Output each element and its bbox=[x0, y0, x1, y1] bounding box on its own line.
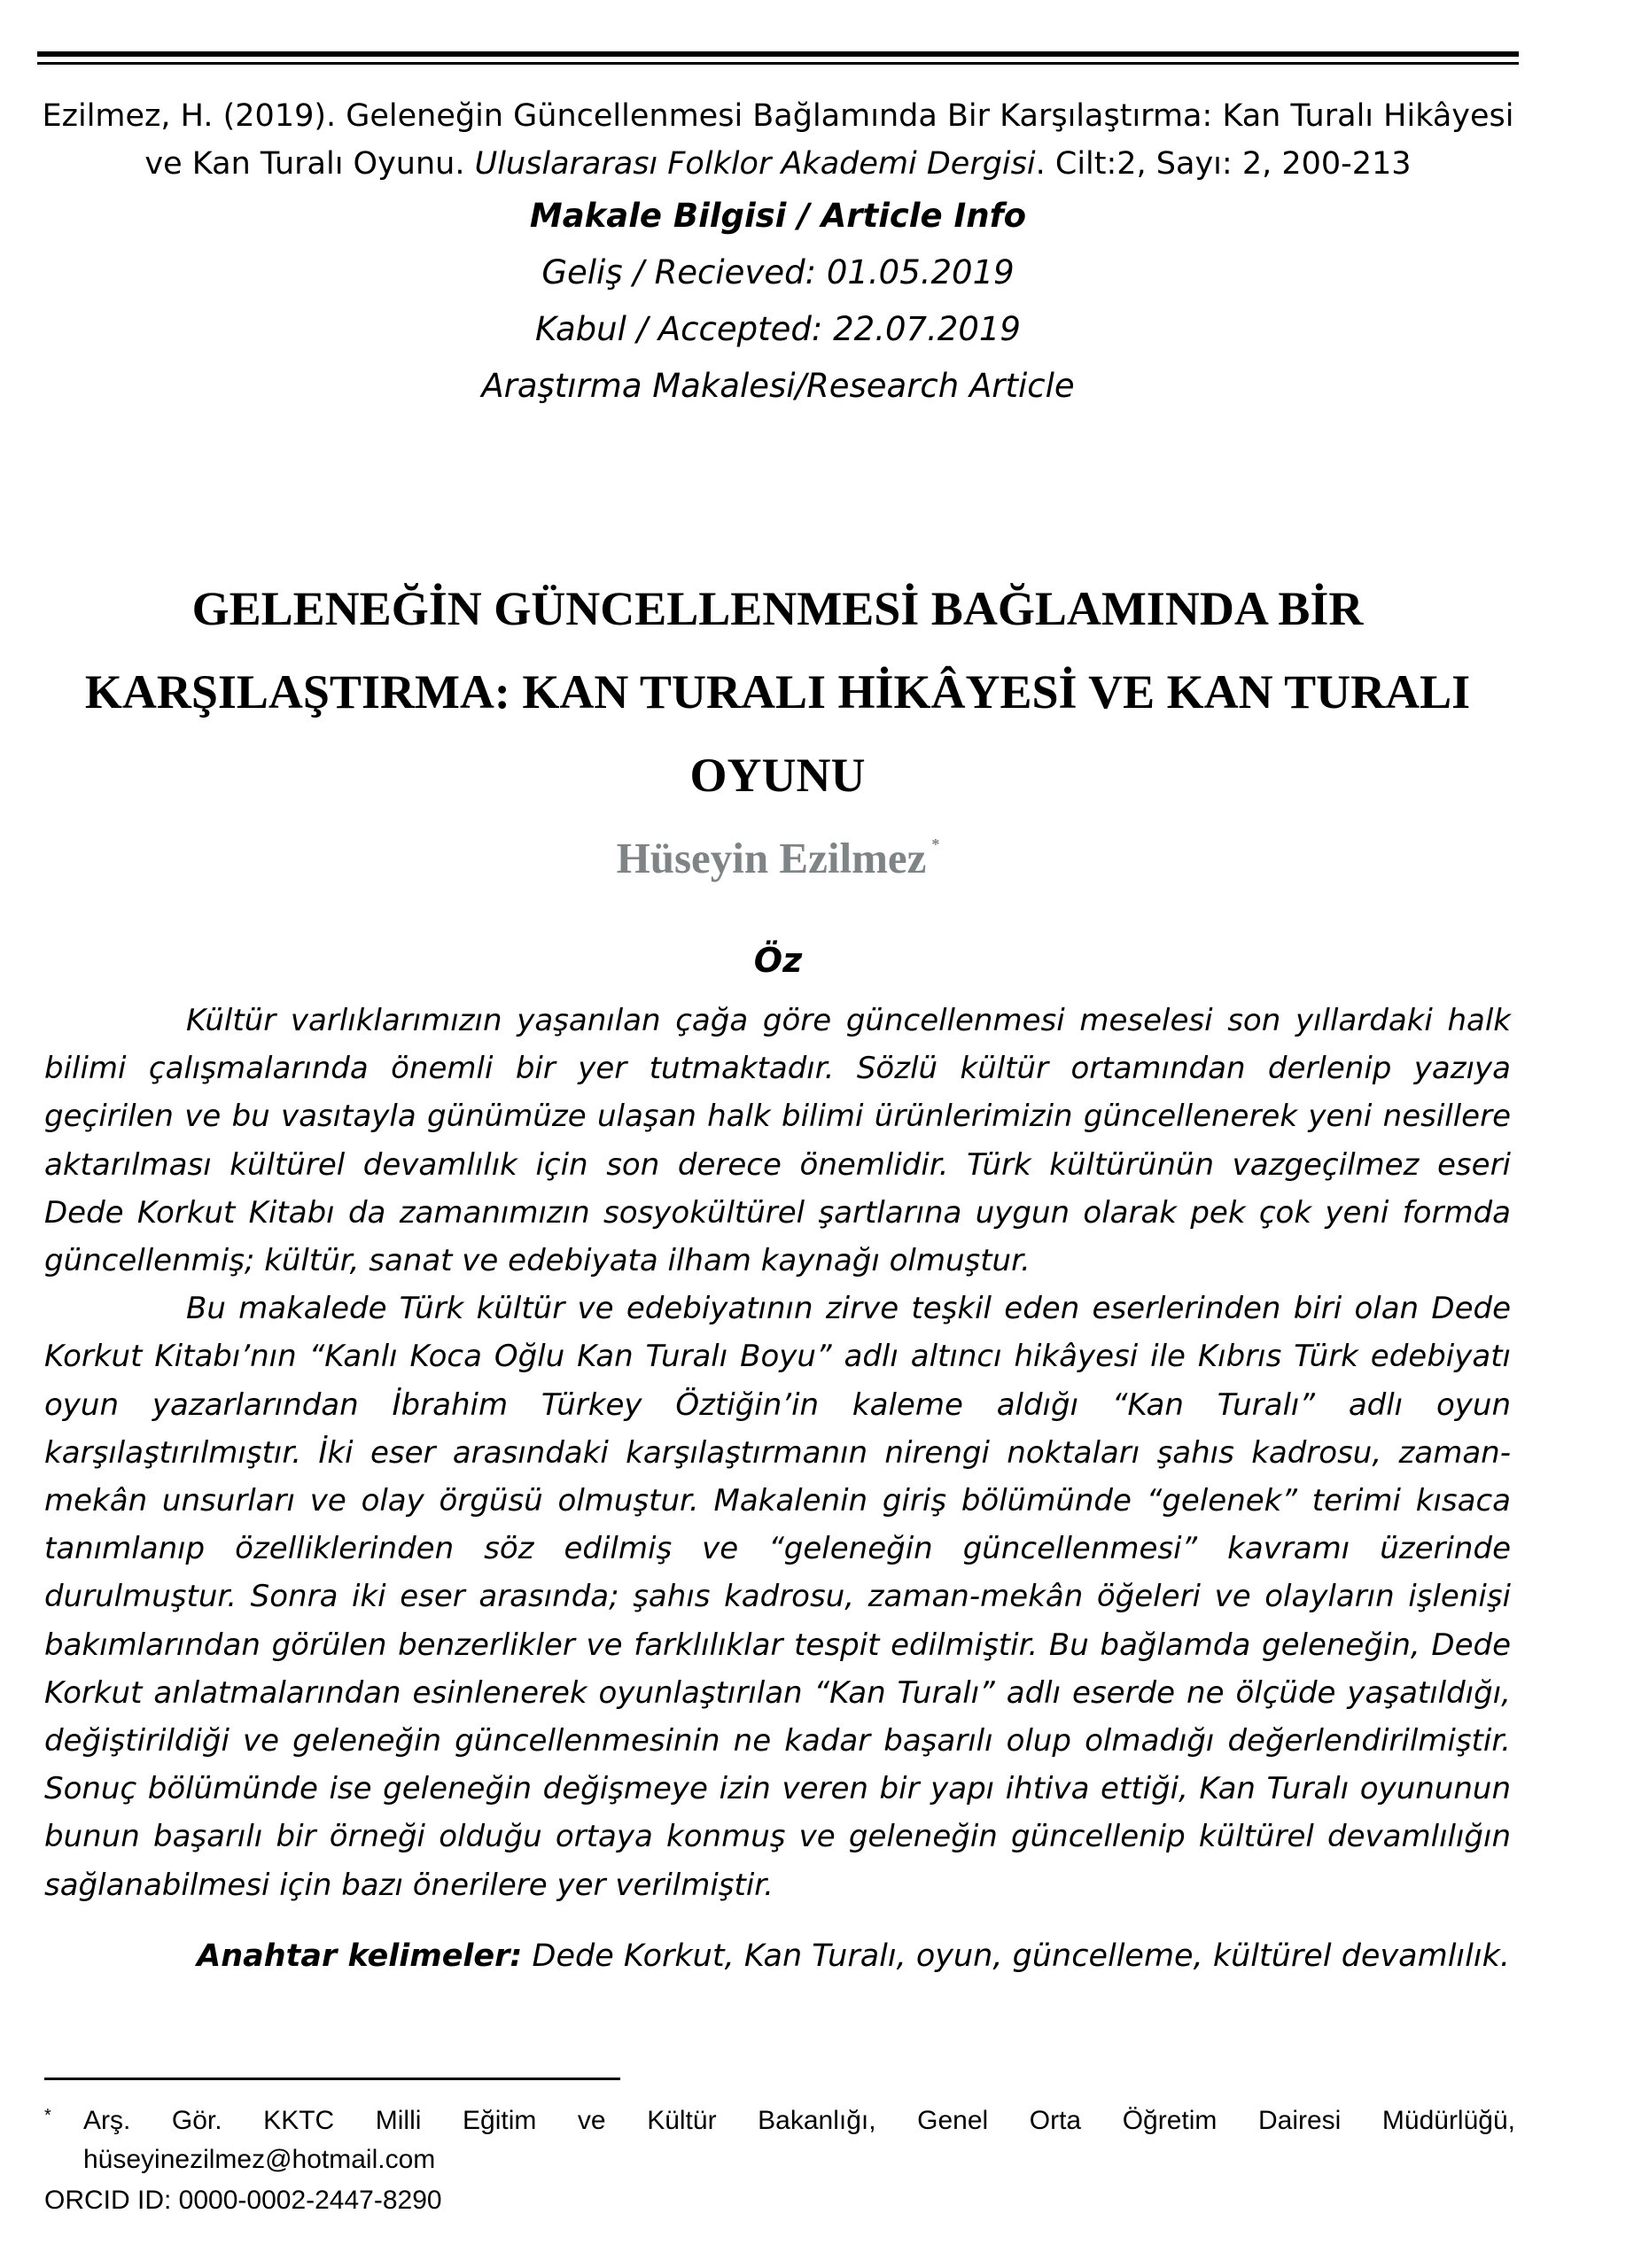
keywords-label: Anahtar kelimeler: bbox=[197, 1938, 523, 1974]
footnote-orcid: ORCID ID: 0000-0002-2447-8290 bbox=[44, 2186, 442, 2215]
article-info-heading: Makale Bilgisi / Article Info bbox=[529, 197, 1027, 235]
citation-journal: Uluslararası Folklor Akademi Dergisi bbox=[474, 146, 1036, 182]
citation-text: Ezilmez, H. (2019). Geleneğin Güncellenmesi Bağlamında Bir Karşılaştırma: Kan Turalı Hikâyesi ve Kan Turalı Oyunu. bbox=[42, 98, 1514, 182]
keywords bbox=[37, 1938, 1510, 1974]
received-date: Geliş / Recieved: 01.05.2019 bbox=[541, 253, 1015, 291]
footnote-affiliation: Arş. Gör. KKTC Milli Eğitim ve Kültür Bakanlığı, Genel Orta Öğretim Dairesi Müdürlüğü, bbox=[83, 2106, 1515, 2135]
abstract-heading: Öz bbox=[753, 941, 803, 980]
author-footnote-mark: * bbox=[931, 835, 940, 853]
footnote-mark: * bbox=[44, 2106, 51, 2125]
keywords-list: Dede Korkut, Kan Turalı, oyun, güncelleme, kültürel devamlılık. bbox=[522, 1938, 1510, 1974]
citation-volume: . Cilt:2, Sayı: 2, 200-213 bbox=[1035, 146, 1412, 182]
citation bbox=[37, 92, 1519, 188]
article-type: Araştırma Makalesi/Research Article bbox=[481, 367, 1075, 405]
author-name: Hüseyin Ezilmez bbox=[616, 834, 927, 882]
abstract-paragraph: Bu makalede Türk kültür ve edebiyatının zirve teşkil eden eserlerinden biri olan Dede Korkut Kitabı’nın “Kanlı Koca Oğlu Kan Turalı Boyu” adlı altıncı hikâyesi ile Kıbrıs Türk edebiyatı oyun yazarlarından İbrahim Türkey Öztiğin’in kaleme aldığı “Kan Turalı” adlı oyun karşılaştırılmıştır. İki eser arasındaki karşılaştırmanın nirengi noktaları şahıs kadrosu, zaman-mekân unsurları ve olay örgüsü olmuştur. Makalenin giriş bölümünde “gelenek” terimi kısaca tanımlanıp özelliklerinden söz edilmiş ve “geleneğin güncellenmesi” kavramı üzerinde durulmuştur. Sonra iki eser arasında; şahıs kadrosu, zaman-mekân öğeleri ve olayların işlenişi bakımlarından görülen benzerlikler ve farklılıklar tespit edilmiştir. Bu bağlamda geleneğin, Dede Korkut anlatmalarından esinlenerek oyunlaştırılan “Kan Turalı” adlı eserde ne ölçüde yaşatıldığı, değiştirildiği ve geleneğin güncellenmesinin ne kadar başarılı olup olmadığı değerlendirilmiştir. Sonuç bölümünde ise geleneğin değişmeye izin veren bir yapı ihtiva ettiği, Kan Turalı oyununun bunun başarılı bir örneği olduğu ortaya konmuş ve geleneğin güncellenip kültürel devamlılığın sağlanabilmesi için bazı önerilere yer verilmiştir. bbox=[44, 1291, 1511, 1903]
footnote bbox=[44, 2101, 1515, 2220]
header-rule-thin bbox=[37, 62, 1519, 65]
accepted-date: Kabul / Accepted: 22.07.2019 bbox=[535, 310, 1021, 348]
footnote-rule bbox=[44, 2078, 620, 2080]
article-title: GELENEĞİN GÜNCELLENMESİ BAĞLAMINDA BİR KARŞILAŞTIRMA: KAN TURALI HİKÂYESİ VE KAN TURALI OYUNU bbox=[84, 582, 1471, 802]
footnote-email: hüseyinezilmez@hotmail.com bbox=[83, 2145, 436, 2174]
author bbox=[37, 833, 1519, 883]
abstract-paragraph: Kültür varlıklarımızın yaşanılan çağa göre güncellenmesi meselesi son yıllardaki halk bilimi çalışmalarında önemli bir yer tutmaktadır. Sözlü kültür ortamından derlenip yazıya geçirilen ve bu vasıtayla günümüze ulaşan halk bilimi ürünlerimizin güncellenerek yeni nesillere aktarılması kültürel devamlılık için son derece önemlidir. Türk kültürünün vazgeçilmez eseri Dede Korkut Kitabı da zamanımızın sosyokültürel şartlarına uygun olarak pek çok yeni formda güncellenmiş; kültür, sanat ve edebiyata ilham kaynağı olmuştur. bbox=[44, 1003, 1511, 1279]
abstract-body bbox=[44, 997, 1511, 1909]
header-rule bbox=[37, 51, 1519, 57]
